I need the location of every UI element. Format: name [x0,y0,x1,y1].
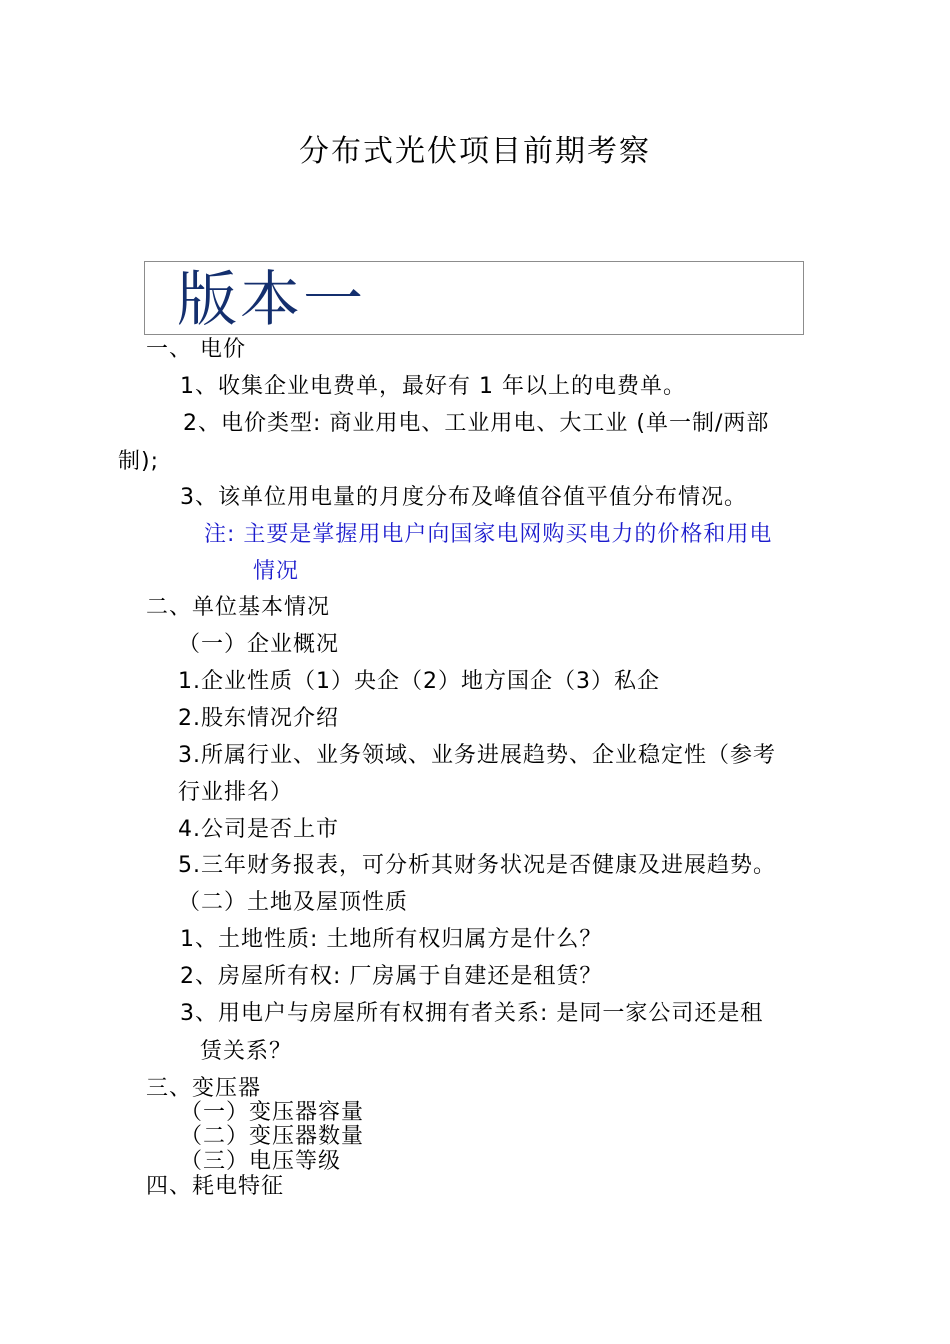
version-box [144,261,804,335]
list-item: 1、收集企业电费单，最好有 1 年以上的电费单。 [180,374,686,399]
list-item: 2、电价类型: 商业用电、工业用电、大工业 (单一制/两部 [183,411,770,436]
section-heading-basic-info: 二、单位基本情况 [146,595,331,620]
subsection-heading: （一）企业概况 [178,632,340,657]
section-heading-consumption: 四、耗电特征 [146,1174,285,1199]
note-text: 注: 主要是掌握用电户向国家电网购买电力的价格和用电 [204,522,773,547]
list-item: 2.股东情况介绍 [178,706,339,731]
subsection-heading: （三）电压等级 [180,1149,342,1174]
list-item: 3、该单位用电量的月度分布及峰值谷值平值分布情况。 [180,485,747,510]
section-heading-transformer: 三、变压器 [146,1076,262,1101]
list-item: 1.企业性质（1）央企（2）地方国企（3）私企 [178,669,660,694]
section-heading-electricity-price: 一、 电价 [146,337,246,362]
note-text-continuation: 情况 [253,559,300,584]
list-item: 5.三年财务报表，可分析其财务状况是否健康及进展趋势。 [178,853,776,878]
subsection-heading: （一）变压器容量 [180,1100,365,1125]
subsection-heading: （二）变压器数量 [180,1124,365,1149]
list-item: 3、用电户与房屋所有权拥有者关系: 是同一家公司还是租 [180,1001,764,1026]
document-title: 分布式光伏项目前期考察 [299,134,651,169]
list-item: 2、房屋所有权: 厂房属于自建还是租赁？ [180,964,603,989]
version-label: 版本一 [177,265,366,335]
list-item-continuation: 赁关系？ [200,1039,293,1064]
list-item: 4.公司是否上市 [178,817,339,842]
list-item-continuation: 行业排名） [178,780,294,805]
list-item-continuation: 制); [118,449,159,474]
list-item: 1、土地性质: 土地所有权归属方是什么？ [180,927,603,952]
subsection-heading: （二）土地及屋顶性质 [178,890,409,915]
list-item: 3.所属行业、业务领域、业务进展趋势、企业稳定性（参考 [178,743,776,768]
